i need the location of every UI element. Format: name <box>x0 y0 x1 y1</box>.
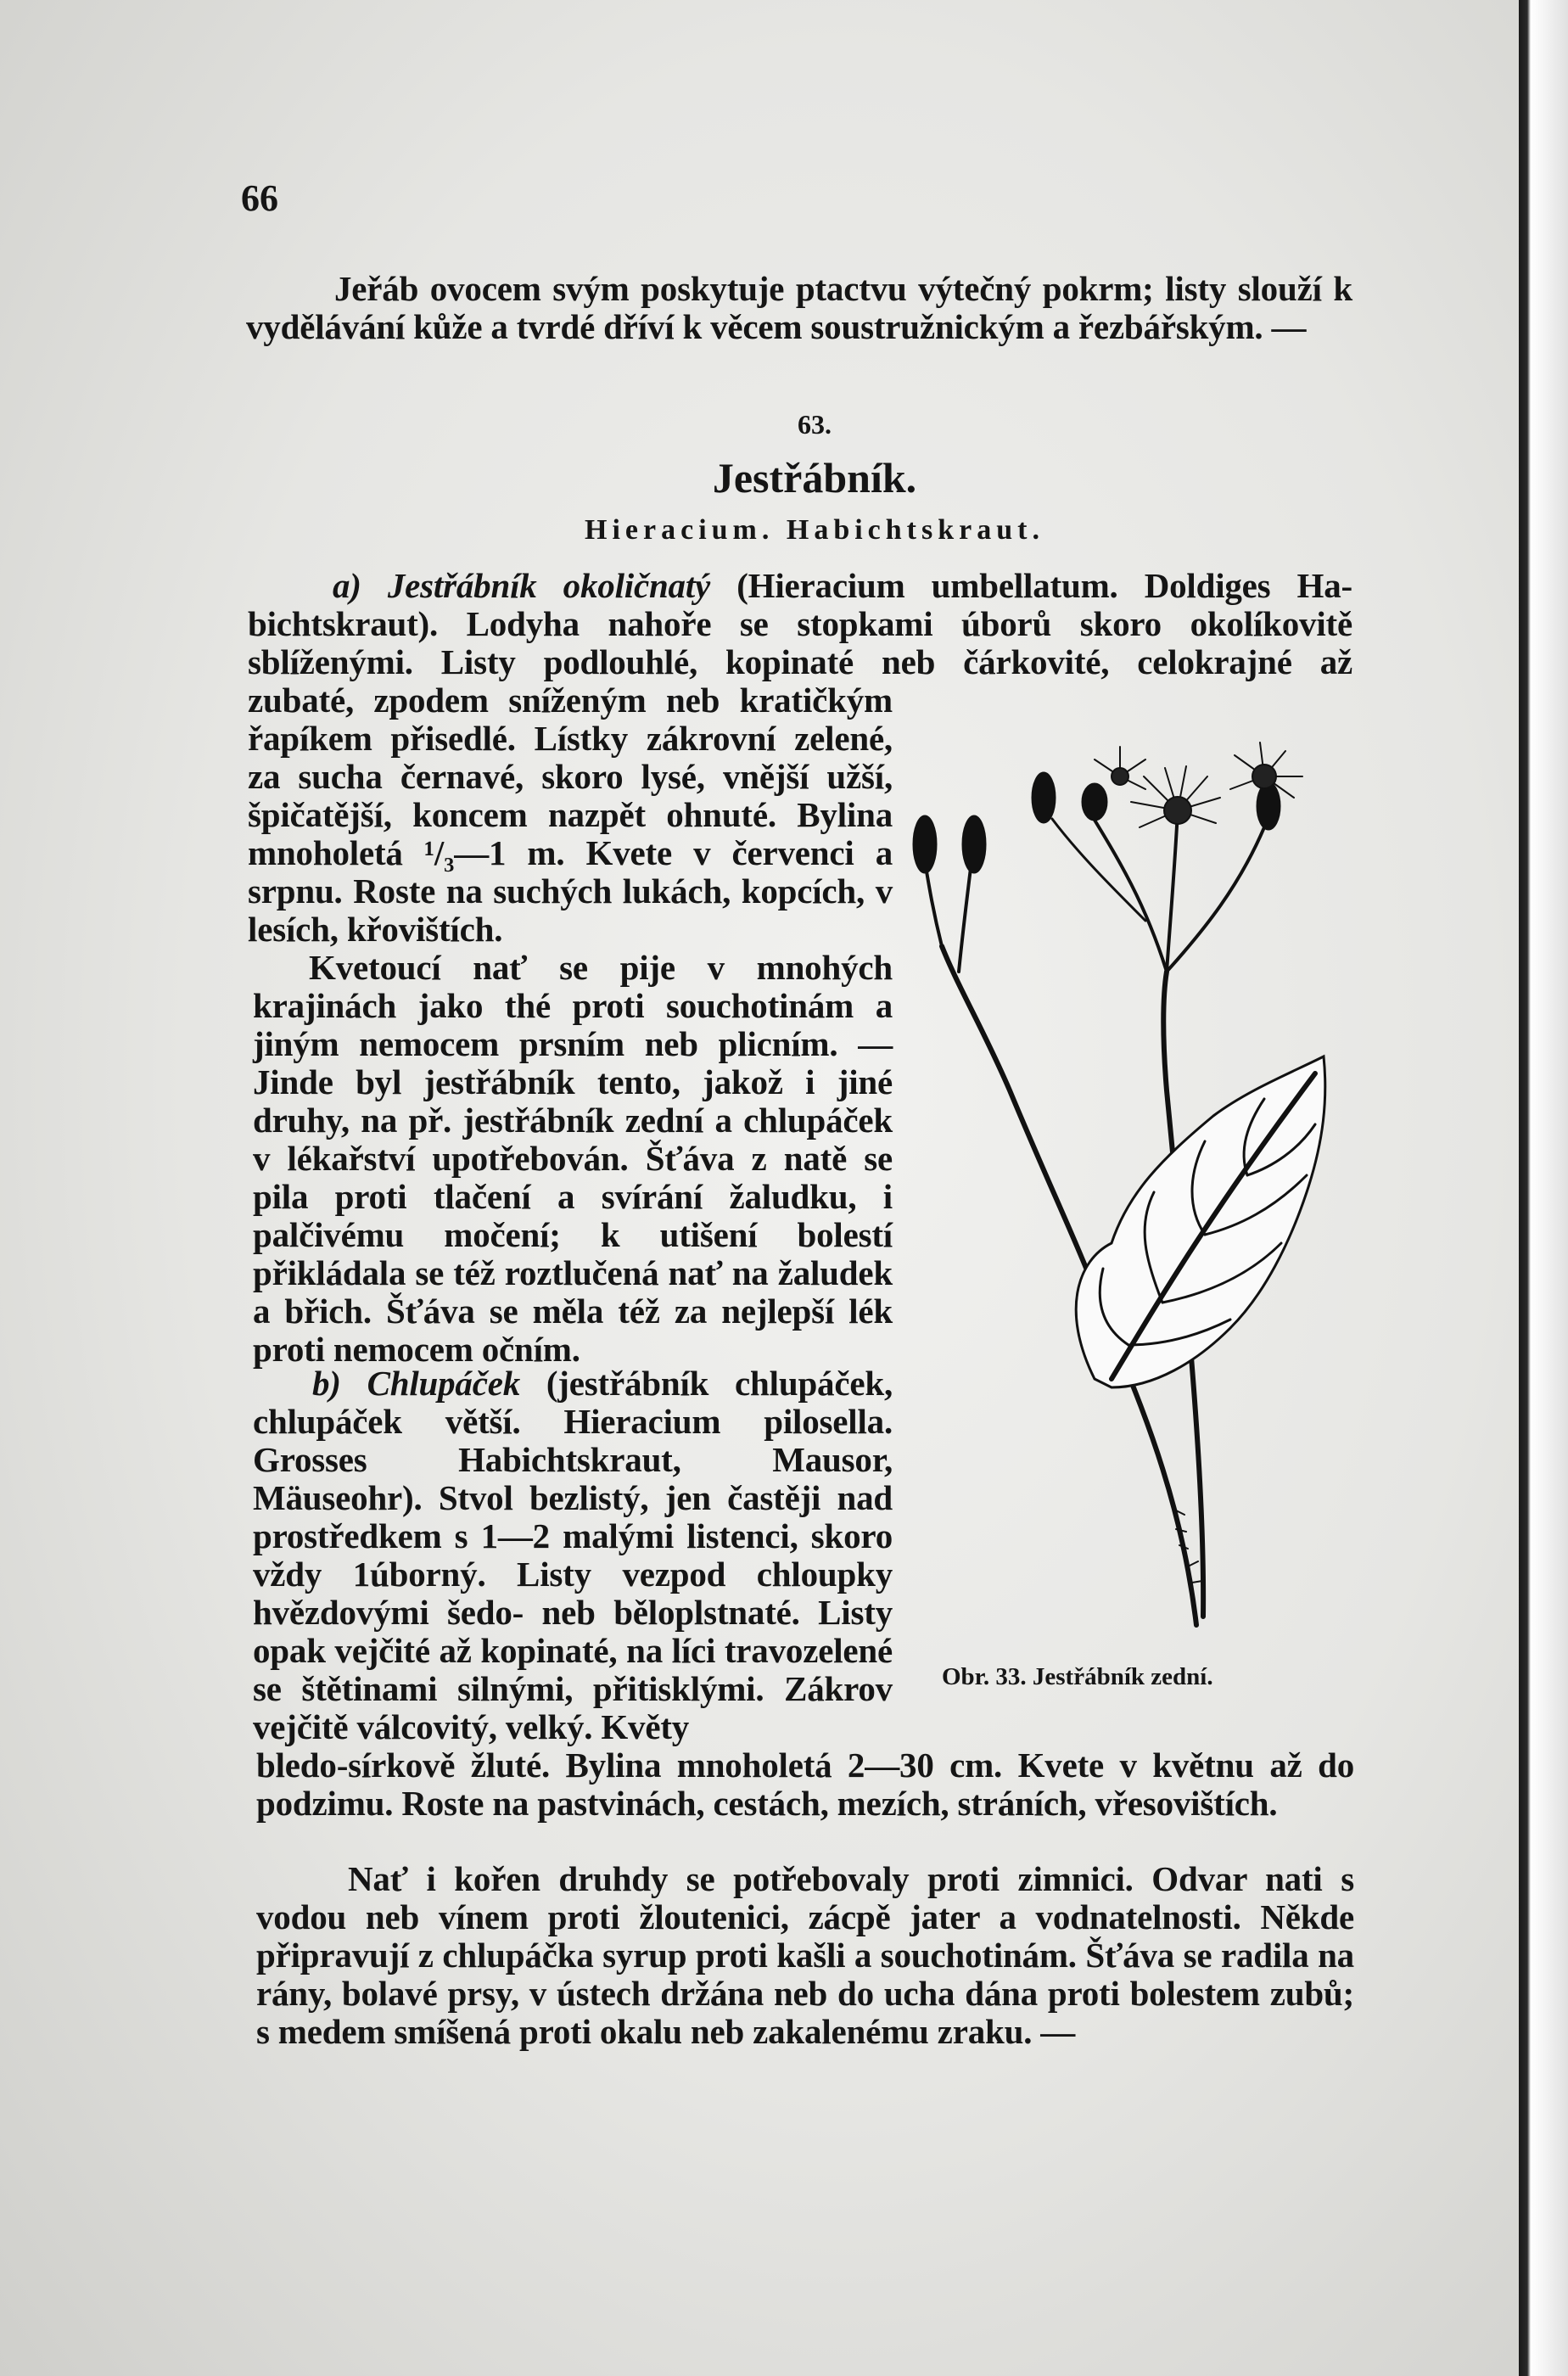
hieracium-illustration <box>908 717 1383 1650</box>
part-b-label: b) Chlupáček <box>312 1364 521 1403</box>
part-b-text: (jestřábník chlupáček, chlupáček větší. Hieracium pilosella. Grosses Habichtskraut, Mausor, Mäuseohr). Stvol bezlistý, jen častěji nad prostředkem s 1—2 malými listenci, skoro vždy 1úborný. Listy vezpod chloupky hvězdovými šedo- neb běloplstnaté. Listy opak vejčité až kopinaté, na líci travozelené se štětinami silnými, přitisklými. Zákrov vejčitě válcovitý, velký. Květy <box>253 1364 893 1746</box>
page-edge-shadow <box>1519 0 1568 2376</box>
part-a-line-3: sblíženými. Listy podlouhlé, kopinaté neb čárkovité, celokrajné až <box>248 642 1352 681</box>
section-number: 63. <box>798 409 832 440</box>
section-subtitle: Hieracium. Habichtskraut. <box>585 514 1044 546</box>
intro-paragraph: Jeřáb ovocem svým poskytuje ptactvu výtečný pokrm; listy slouží k vydělávání kůže a tvrdé dříví k věcem soustružnickým a řezbářským. — <box>246 269 1352 346</box>
part-b-continued: bledo-sírkově žluté. Bylina mnoholetá 2—30 cm. Kvete v květnu až do podzimu. Roste na pastvinách, cestách, mezích, stráních, vřesovištích. <box>256 1746 1354 1823</box>
section-title: Jestřábník. <box>712 454 917 502</box>
part-a-uses: Kvetoucí nať se pije v mnohých krajinách jako thé proti souchotinám a jiným nemocem prsním neb plicním. — Jinde byl jestřábník tento, jakož i jiné druhy, na př. jestřábník zední a chlupáček v lékařství upotřebován. Šťáva z natě se pila proti tlačení a svírání žaludku, i palčivému močení; k utišení bolestí přikládala se též roztlučená nať na žaludek a břich. Šťáva se měla též za nejlepší lék proti nemocem očním. <box>253 948 893 1369</box>
part-a-description: zubaté, zpodem sníženým neb kratičkým řapíkem přisedlé. Lístky zákrovní zelené, za sucha černavé, skoro lysé, vnější užší, špičatější, koncem nazpět ohnuté. Bylina mnoholetá ¹/₃—1 m. Kvete v červenci a srpnu. Roste na suchých lukách, kopcích, v lesích, křovištích. <box>248 681 893 949</box>
figure-caption: Obr. 33. Jestřábník zední. <box>942 1663 1213 1690</box>
part-a-line-2: bichtskraut). Lodyha nahoře se stopkami úborů skoro okolíkovitě <box>248 604 1352 643</box>
part-a-line-1-text: (Hieracium umbellatum. Doldiges Ha- <box>736 566 1352 605</box>
part-b-description <box>253 1365 893 1746</box>
part-a-line-1 <box>248 567 1352 605</box>
page-number: 66 <box>241 177 278 219</box>
part-a-label: a) Jestřábník okoličnatý <box>333 566 711 605</box>
final-paragraph: Nať i kořen druhdy se potřebovaly proti zimnici. Odvar nati s vodou neb vínem proti žloutenici, zácpě jater a vodnatelnosti. Někde připravují z chlupáčka syrup proti kašli a souchotinám. Šťáva se radila na rány, bolavé prsy, v ústech držána neb do ucha dána proti bolestem zubů; s medem smíšená proti okalu neb zakalenému zraku. — <box>256 1859 1354 2051</box>
